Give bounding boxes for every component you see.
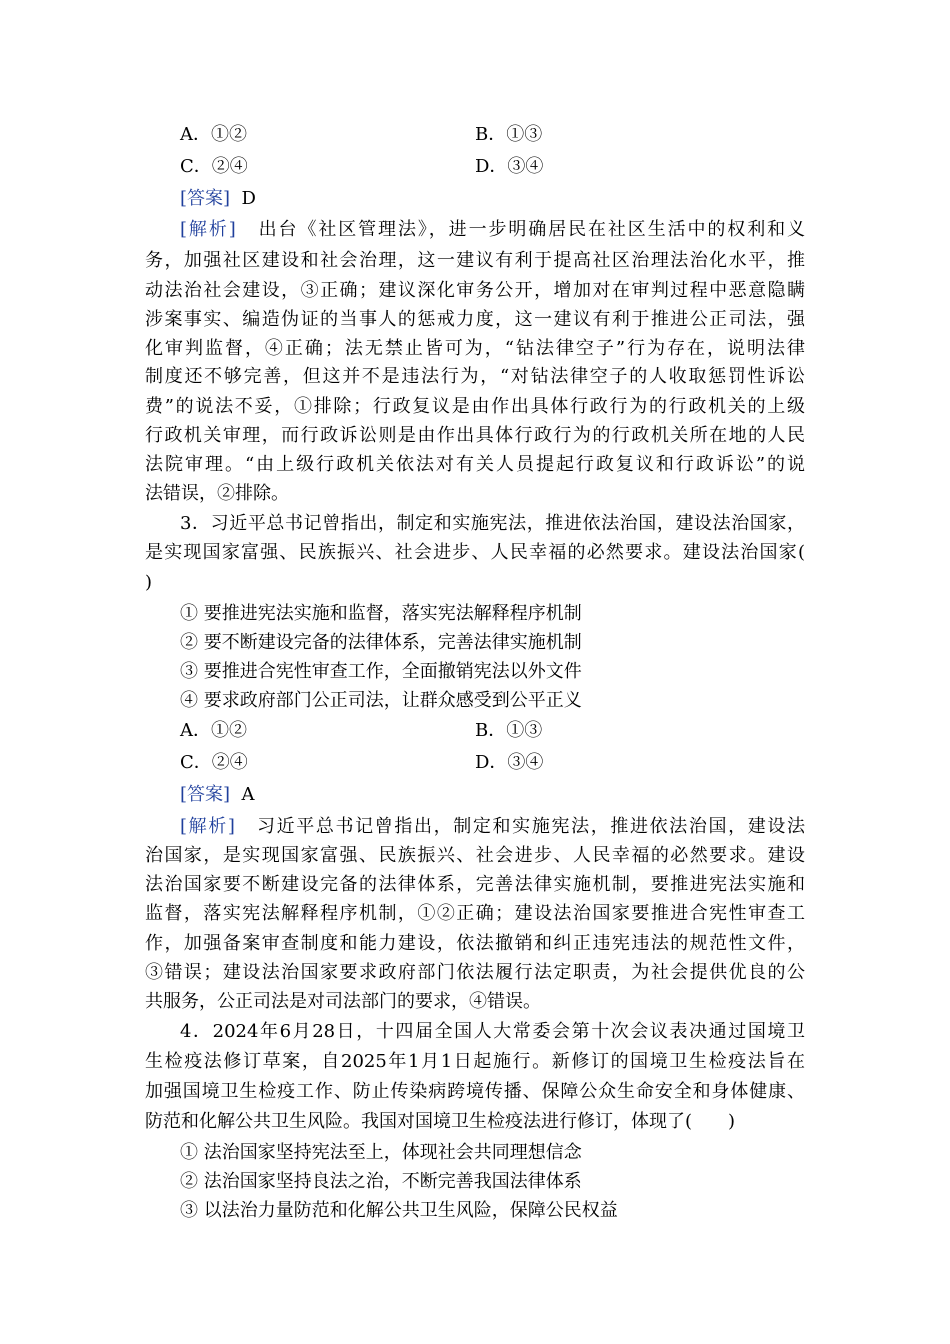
q2-analysis-line: [解析] 出台《社区管理法》，进一步明确居民在社区生活中的权利和义 <box>180 219 806 240</box>
q3-option-d: D．③④ <box>475 752 544 773</box>
q2-analysis-line: 法院审理。“由上级行政机关依法对有关人员提起行政复议和行政诉讼”的说 <box>145 454 805 475</box>
q2-answer-tag: [答案] <box>180 188 231 209</box>
q2-option-row-1 <box>180 120 840 149</box>
q2-option-d: D．③④ <box>475 156 544 177</box>
q4-item: ② 法治国家坚持良法之治，不断完善我国法律体系 <box>180 1171 582 1192</box>
q4-stem-line: 4．2024年6月28日，十四届全国人大常委会第十次会议表决通过国境卫 <box>180 1021 805 1042</box>
q3-item: ④ 要求政府部门公正司法，让群众感受到公平正义 <box>180 690 582 711</box>
q3-item: ③ 要推进合宪性审查工作，全面撤销宪法以外文件 <box>180 661 582 682</box>
q3-option-row-2 <box>180 748 840 777</box>
q2-analysis-line: 务，加强社区建设和社会治理，这一建议有利于提高社区治理法治化水平，推 <box>145 250 805 271</box>
q3-stem-line: ) <box>145 572 153 593</box>
q3-analysis-line: ③错误；建设法治国家要求政府部门依法履行法定职责，为社会提供优良的公 <box>145 962 805 983</box>
q2-analysis-tag: [解析] <box>180 219 236 240</box>
q2-option-a: A．①② <box>180 124 247 145</box>
q3-stem-line: 是实现国家富强、民族振兴、社会进步、人民幸福的必然要求。建设法治国家( <box>145 542 805 563</box>
q3-stem-line: 3．习近平总书记曾指出，制定和实施宪法，推进依法治国，建设法治国家， <box>180 513 805 534</box>
q2-option-row-2 <box>180 152 840 181</box>
q2-analysis-line: 行政机关审理，而行政诉讼则是由作出具体行政行为的行政机关所在地的人民 <box>145 425 805 446</box>
q3-analysis-line: 法治国家要不断建设完备的法律体系，完善法律实施机制，要推进宪法实施和 <box>145 874 805 895</box>
q3-analysis-line: 共服务，公正司法是对司法部门的要求，④错误。 <box>145 991 541 1012</box>
q4-stem-line: 加强国境卫生检疫工作、防止传染病跨境传播、保障公众生命安全和身体健康、 <box>145 1081 805 1102</box>
q2-analysis-line: 化审判监督，④正确；法无禁止皆可为，“钻法律空子”行为存在，说明法律 <box>145 338 805 359</box>
q3-analysis-line: [解析] 习近平总书记曾指出，制定和实施宪法，推进依法治国，建设法 <box>180 816 805 837</box>
q3-answer-value: A <box>241 784 255 805</box>
q4-item: ③ 以法治力量防范和化解公共卫生风险，保障公民权益 <box>180 1200 618 1221</box>
q3-option-row-1 <box>180 716 840 745</box>
q2-option-b: B．①③ <box>475 124 543 145</box>
q3-analysis-line: 治国家，是实现国家富强、民族振兴、社会进步、人民幸福的必然要求。建设 <box>145 845 805 866</box>
q4-item: ① 法治国家坚持宪法至上，体现社会共同理想信念 <box>180 1142 582 1163</box>
q2-analysis-line: 费”的说法不妥，①排除；行政复议是由作出具体行政行为的行政机关的上级 <box>145 396 805 417</box>
q3-item: ② 要不断建设完备的法律体系，完善法律实施机制 <box>180 632 582 653</box>
q2-analysis-line: 动法治社会建设，③正确；建议深化审务公开，增加对在审判过程中恶意隐瞒 <box>145 280 805 301</box>
q3-answer <box>180 780 840 809</box>
q3-option-b: B．①③ <box>475 720 543 741</box>
q2-answer-value: D <box>241 188 256 209</box>
q3-analysis-tag: [解析] <box>180 816 235 837</box>
q2-analysis-line: 制度还不够完善，但这并不是违法行为，“对钻法律空子的人收取惩罚性诉讼 <box>145 366 805 387</box>
q3-answer-tag: [答案] <box>180 784 231 805</box>
q2-analysis-line: 法错误，②排除。 <box>145 483 289 504</box>
q3-option-c: C．②④ <box>180 752 248 773</box>
q2-answer <box>180 184 840 213</box>
q4-stem-line: 防范和化解公共卫生风险。我国对国境卫生检疫法进行修订，体现了( ) <box>145 1111 736 1132</box>
q4-stem-line: 生检疫法修订草案，自2025年1月1日起施行。新修订的国境卫生检疫法旨在 <box>145 1051 805 1072</box>
q3-item: ① 要推进宪法实施和监督，落实宪法解释程序机制 <box>180 603 582 624</box>
q2-option-c: C．②④ <box>180 156 248 177</box>
q2-analysis-line: 涉案事实、编造伪证的当事人的惩戒力度，这一建议有利于推进公正司法，强 <box>145 309 805 330</box>
q3-option-a: A．①② <box>180 720 247 741</box>
q3-analysis-line: 作，加强备案审查制度和能力建设，依法撤销和纠正违宪违法的规范性文件， <box>145 933 805 954</box>
q3-analysis-line: 监督，落实宪法解释程序机制，①②正确；建设法治国家要推进合宪性审查工 <box>145 903 805 924</box>
